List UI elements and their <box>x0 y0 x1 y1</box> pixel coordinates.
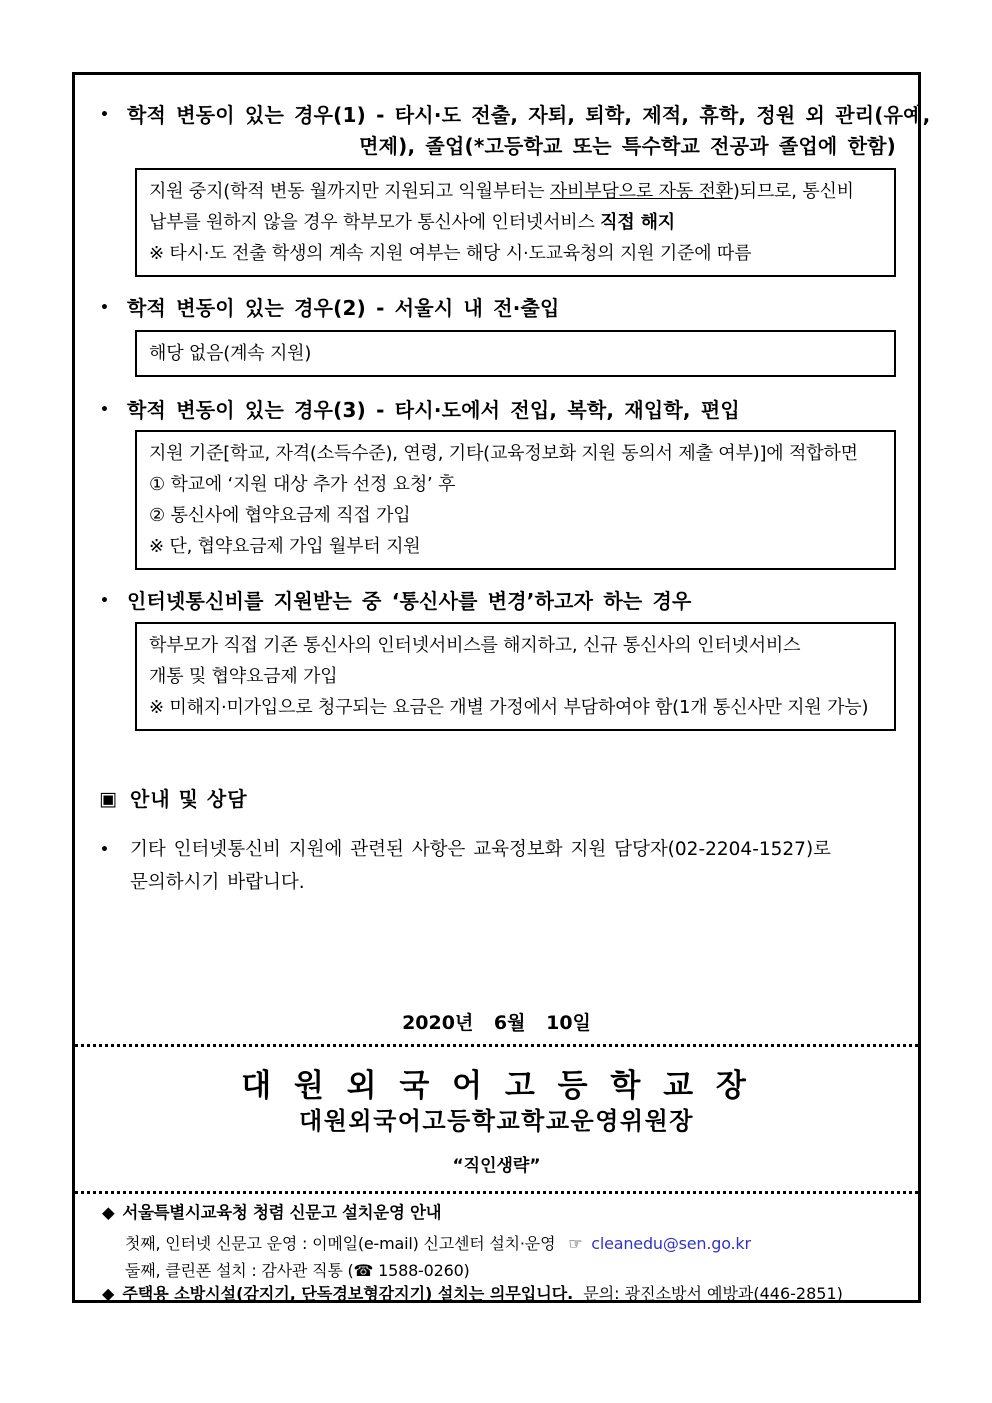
section-heading-1-line2: 면제), 졸업(*고등학교 또는 특수학교 전공과 졸업에 한함) <box>359 134 896 158</box>
clean-report-title-text: 서울특별시교육청 청렴 신문고 설치운영 안내 <box>122 1203 442 1222</box>
section-heading-3-line1: 학적 변동이 있는 경우(3) - 타시·도에서 전입, 복학, 재입학, 편입 <box>127 398 740 422</box>
box-line: ② 통신사에 협약요금제 직접 가입 <box>149 505 411 526</box>
fire-safety-contact: 문의: 광진소방서 예방과(446-2851) <box>583 1284 843 1303</box>
bullet-icon: • <box>100 107 109 123</box>
bold-text: 직접 해지 <box>600 212 675 233</box>
box-line: ※ 미해지·미가입으로 청구되는 요금은 개별 가정에서 부담하여야 함(1개 통신사만 지원 가능) <box>149 697 869 718</box>
dotted-divider <box>75 1191 918 1194</box>
section-heading-3 <box>127 395 896 426</box>
phone-icon: ☎ <box>353 1261 374 1280</box>
guidance-text <box>130 833 896 899</box>
box-line <box>149 207 882 238</box>
detail-box-2 <box>135 330 896 377</box>
detail-box-4 <box>135 622 896 731</box>
section-heading-2 <box>127 293 896 324</box>
principal-name: 대 원 외 국 어 고 등 학 교 장 <box>241 1068 752 1104</box>
pointing-hand-icon: ☞ <box>568 1234 583 1253</box>
box-line <box>149 176 882 207</box>
clean-report-title <box>102 1199 441 1223</box>
bullet-icon: • <box>100 300 109 316</box>
detail-box-3 <box>135 430 896 570</box>
fire-safety-bold: 주택용 소방시설(감지기, 단독경보형감지기) 설치는 의무입니다. <box>122 1284 574 1303</box>
footer-email-text: 첫째, 인터넷 신문고 운영 : 이메일(e-mail) 신고센터 설치·운영 <box>125 1234 556 1253</box>
dotted-divider <box>75 1044 918 1047</box>
diamond-icon: ◆ <box>102 1203 115 1222</box>
section-heading-1 <box>127 100 931 162</box>
guidance-text-line1: 기타 인터넷통신비 지원에 관련된 사항은 교육정보화 지원 담당자(02-2204-1527)로 <box>130 839 832 860</box>
guidance-text-line2: 문의하시기 바랍니다. <box>130 872 305 893</box>
committee-name: 대원외국어고등학교학교운영위원장 <box>299 1107 694 1135</box>
box-line: ※ 단, 협약요금제 가입 월부터 지원 <box>149 536 421 557</box>
section-heading-4 <box>127 586 896 617</box>
box-line: 학부모가 직접 기존 통신사의 인터넷서비스를 해지하고, 신규 통신사의 인터넷서비스 <box>149 635 801 656</box>
box-line: 개통 및 협약요금제 가입 <box>149 666 338 687</box>
box-text: 납부를 원하지 않을 경우 학부모가 통신사에 인터넷서비스 <box>149 212 601 233</box>
footer-phone-pre: 둘째, 클린폰 설치 : 감사관 직통 ( <box>125 1261 354 1280</box>
guidance-title: 안내 및 상담 <box>130 787 248 811</box>
bullet-icon: • <box>100 593 109 609</box>
box-line: ※ 타시·도 전출 학생의 계속 지원 여부는 해당 시·도교육청의 지원 기준에 따름 <box>149 243 752 264</box>
footer-line-email <box>125 1231 751 1254</box>
footer-line-phone <box>125 1258 470 1281</box>
seal-note: “직인생략” <box>452 1156 541 1176</box>
box-line: 지원 기준[학교, 자격(소득수준), 연령, 기타(교육정보화 지원 동의서 제출 여부)]에 적합하면 <box>149 443 858 464</box>
square-marker-icon: ▣ <box>99 788 117 810</box>
section-heading-4-line1: 인터넷통신비를 지원받는 중 ‘통신사를 변경’하고자 하는 경우 <box>127 589 692 613</box>
section-heading-1-line1: 학적 변동이 있는 경우(1) - 타시·도 전출, 자퇴, 퇴학, 제적, 휴학, 정원 외 관리(유예, <box>127 103 931 127</box>
box-line: 해당 없음(계속 지원) <box>149 343 312 364</box>
diamond-icon: ◆ <box>102 1284 115 1303</box>
signature-date: 2020년 6월 10일 <box>402 1012 591 1034</box>
section-heading-2-line1: 학적 변동이 있는 경우(2) - 서울시 내 전·출입 <box>127 296 560 320</box>
box-text: 지원 중지(학적 변동 월까지만 지원되고 익월부터는 <box>149 181 550 202</box>
bullet-icon: • <box>100 842 109 858</box>
email-link[interactable]: cleanedu@sen.go.kr <box>591 1234 751 1253</box>
underlined-text: 자비부담으로 자동 전환 <box>549 181 733 202</box>
box-text: )되므로, 통신비 <box>732 181 854 202</box>
bullet-icon: • <box>100 402 109 418</box>
document-border <box>72 72 931 1303</box>
fire-safety-notice <box>102 1281 843 1304</box>
detail-box-1 <box>135 168 896 277</box>
footer-phone-post: 1588-0260) <box>373 1261 470 1280</box>
box-line: ① 학교에 ‘지원 대상 추가 선정 요청’ 후 <box>149 474 456 495</box>
